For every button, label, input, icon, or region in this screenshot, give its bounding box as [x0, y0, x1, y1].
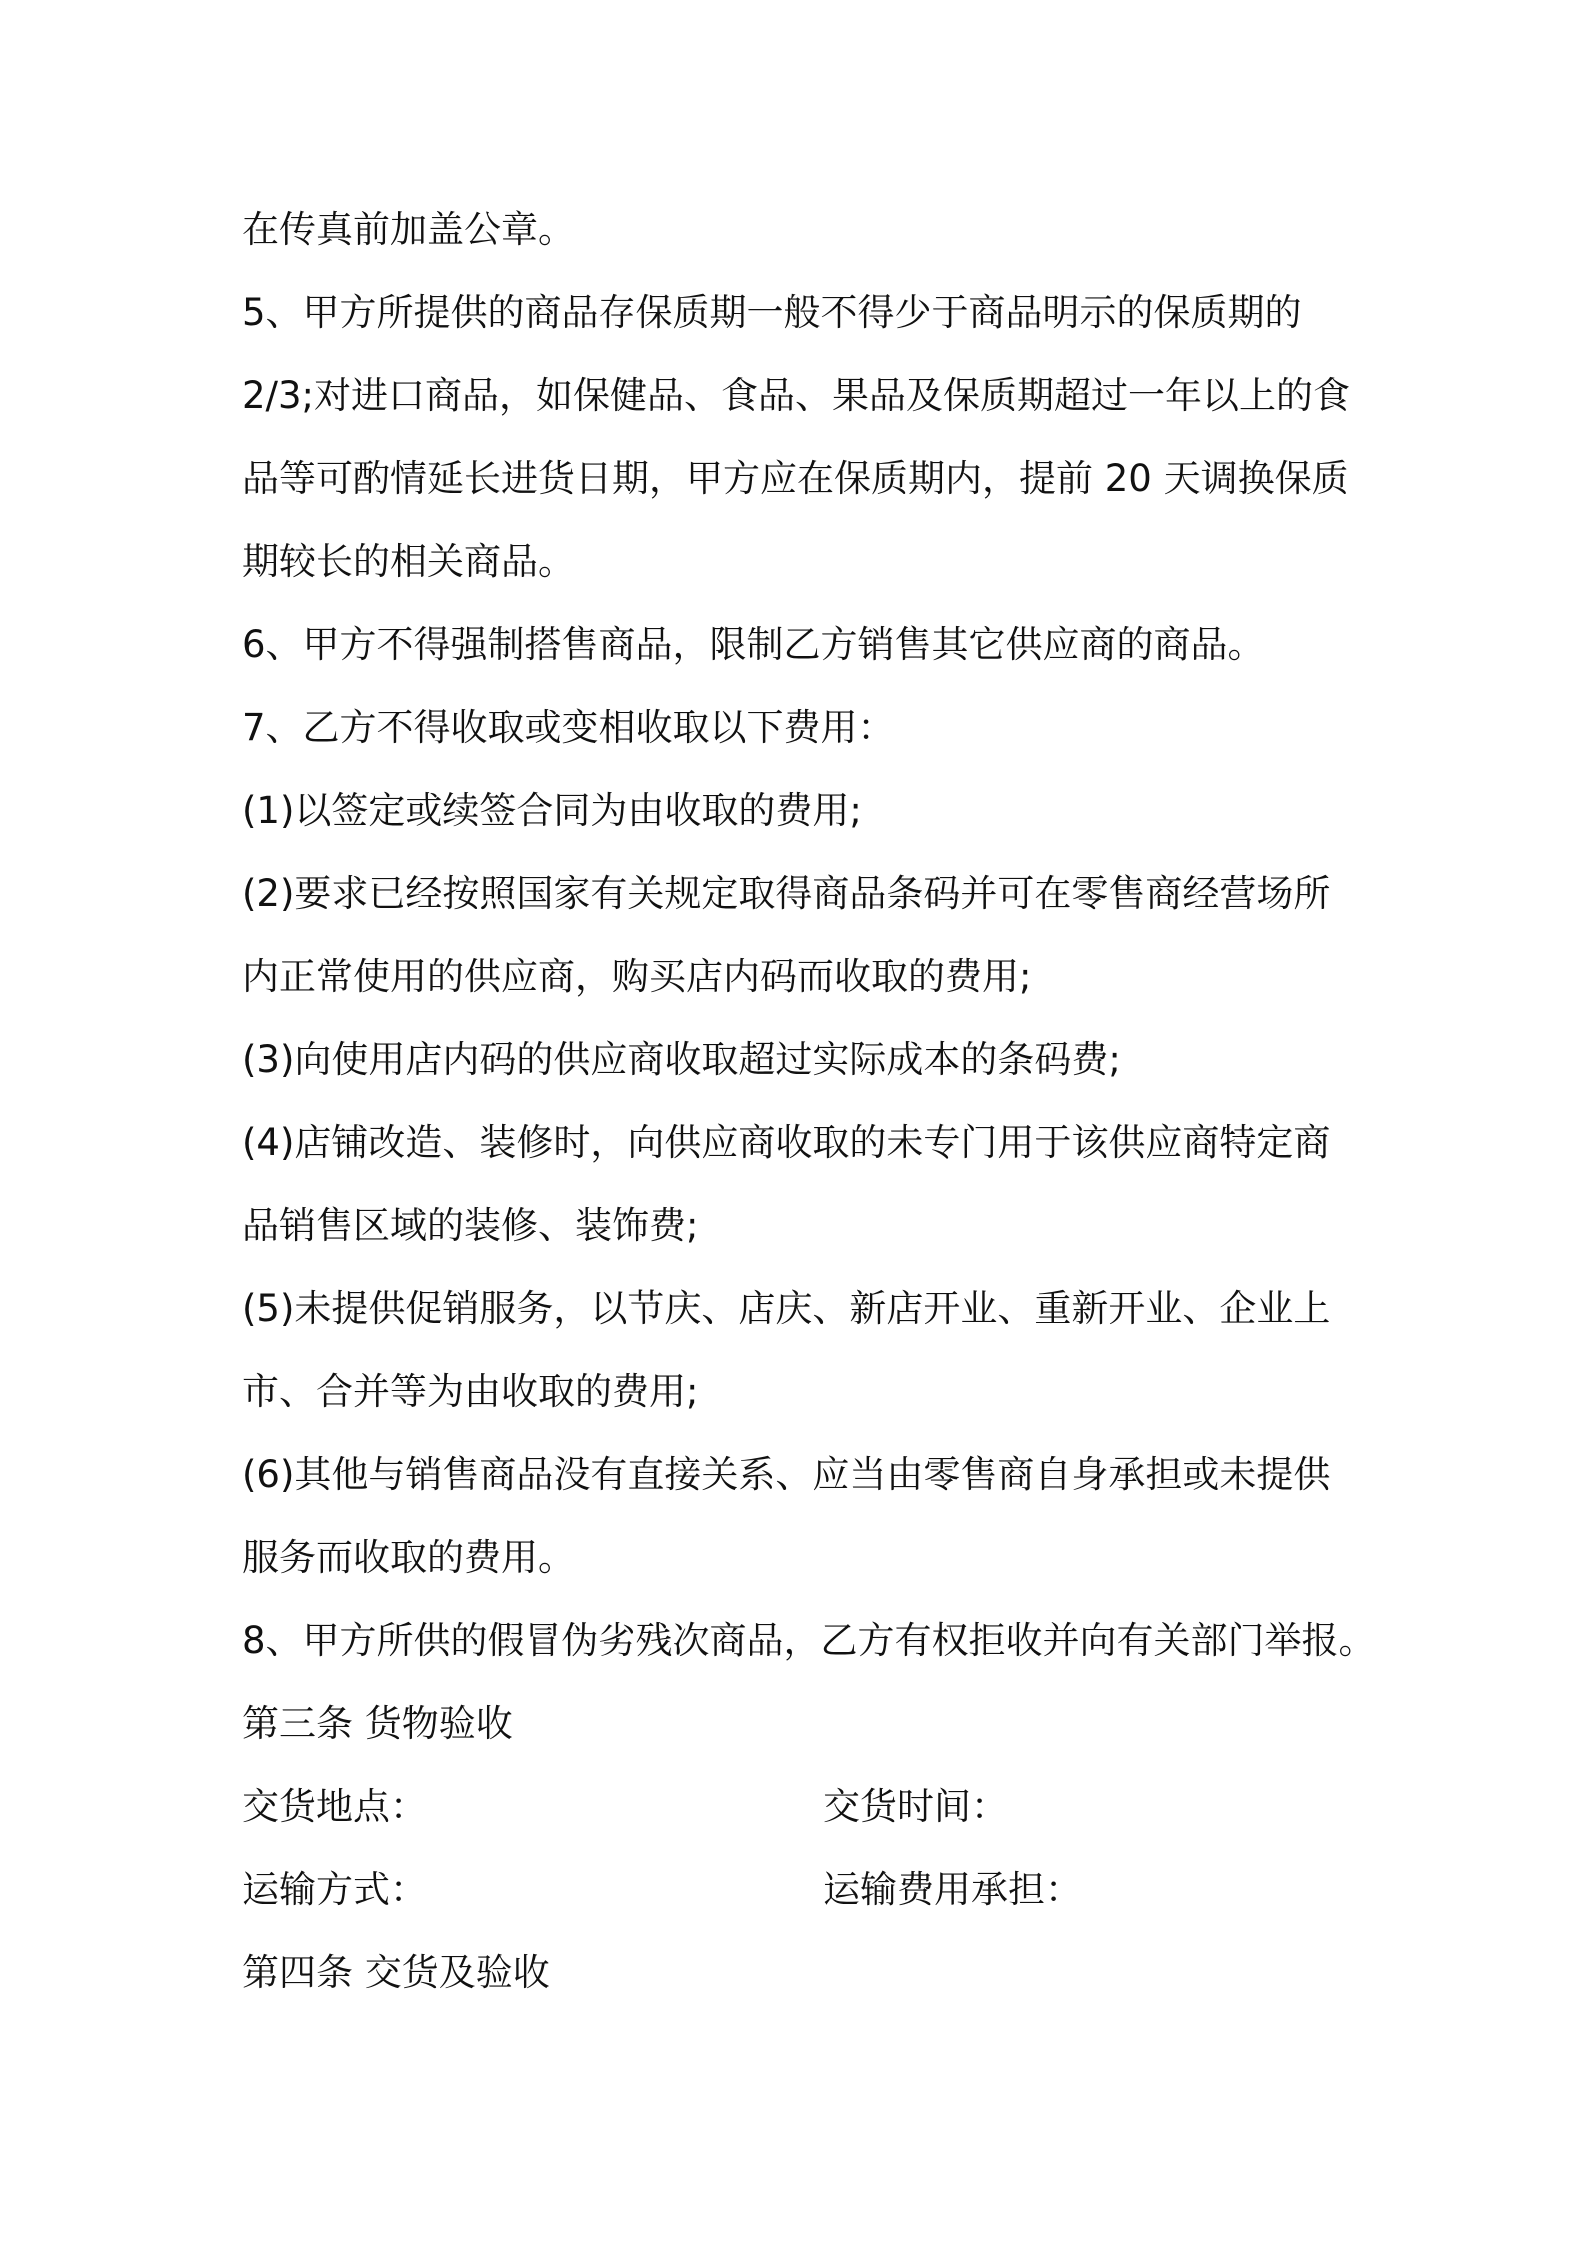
- paragraph-line: 品销售区域的装修、装饰费;: [242, 1204, 699, 1247]
- delivery-time-label: 交货时间：: [823, 1785, 1008, 1828]
- section-heading-article4: 第四条 交货及验收: [242, 1951, 550, 1994]
- paragraph-line: 内正常使用的供应商，购买店内码而收取的费用;: [242, 955, 1032, 998]
- paragraph-line: (2)要求已经按照国家有关规定取得商品条码并可在零售商经营场所: [242, 872, 1331, 915]
- delivery-place-label: 交货地点：: [242, 1785, 427, 1828]
- paragraph-line: 2/3;对进口商品，如保健品、食品、果品及保质期超过一年以上的食: [242, 374, 1351, 417]
- paragraph-line: 6、甲方不得强制搭售商品，限制乙方销售其它供应商的商品。: [242, 623, 1265, 666]
- paragraph-line: (5)未提供促销服务，以节庆、店庆、新店开业、重新开业、企业上: [242, 1287, 1331, 1330]
- paragraph-line: 5、甲方所提供的商品存保质期一般不得少于商品明示的保质期的: [242, 291, 1302, 334]
- section-heading-article3: 第三条 货物验收: [242, 1702, 513, 1745]
- paragraph-line: 7、乙方不得收取或变相收取以下费用：: [242, 706, 895, 749]
- paragraph-line: (6)其他与销售商品没有直接关系、应当由零售商自身承担或未提供: [242, 1453, 1331, 1496]
- transport-method-label: 运输方式：: [242, 1868, 427, 1911]
- transport-cost-label: 运输费用承担：: [823, 1868, 1082, 1911]
- paragraph-line: (3)向使用店内码的供应商收取超过实际成本的条码费;: [242, 1038, 1121, 1081]
- paragraph-line: (1)以签定或续签合同为由收取的费用;: [242, 789, 862, 832]
- paragraph-line: 8、甲方所供的假冒伪劣残次商品，乙方有权拒收并向有关部门举报。: [242, 1619, 1376, 1662]
- paragraph-line: 品等可酌情延长进货日期，甲方应在保质期内，提前 20 天调换保质: [242, 457, 1349, 500]
- paragraph-line: 服务而收取的费用。: [242, 1536, 575, 1579]
- paragraph-line: 期较长的相关商品。: [242, 540, 575, 583]
- paragraph-line: (4)店铺改造、装修时，向供应商收取的未专门用于该供应商特定商: [242, 1121, 1331, 1164]
- paragraph-line: 市、合并等为由收取的费用;: [242, 1370, 699, 1413]
- paragraph-line: 在传真前加盖公章。: [242, 208, 575, 251]
